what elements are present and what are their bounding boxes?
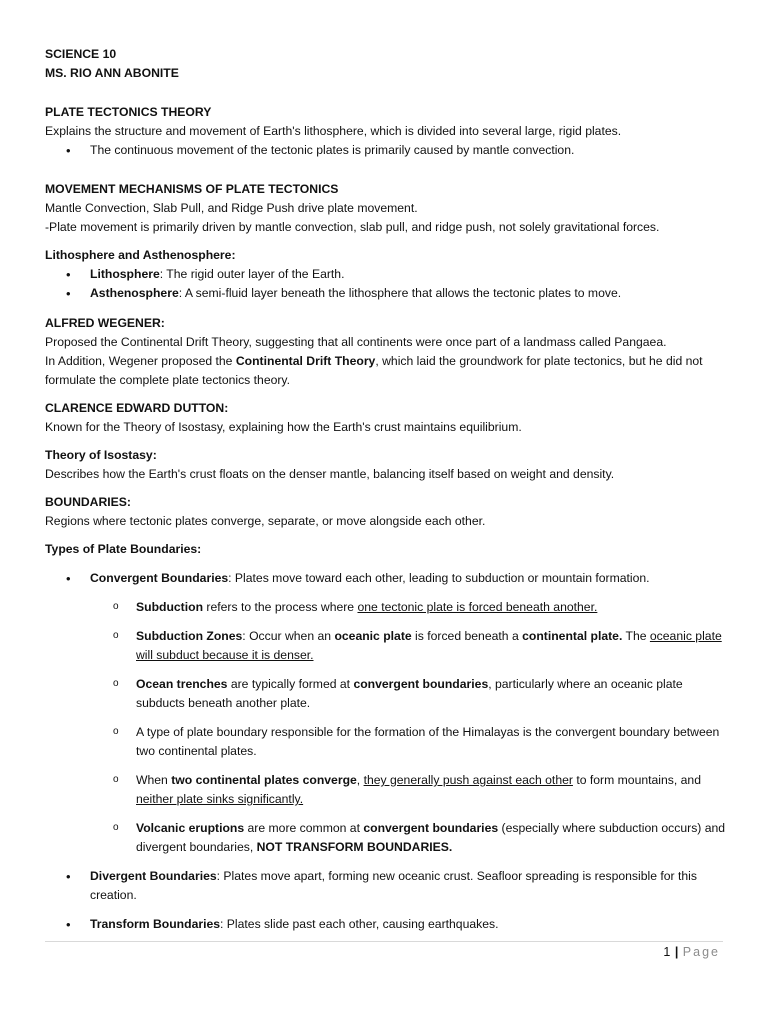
subduction-zones-text-2: is forced beneath a: [411, 629, 523, 643]
plate-tectonics-bullet: • The continuous movement of the tectonic plates is primarily caused by mantle convection.: [45, 141, 730, 160]
wegener-line-2-end: , which laid the groundwork for plate tectonics, but he did not formulate the complete plate tectonics theory.: [45, 354, 703, 387]
lithosphere-item: [45, 265, 730, 284]
divergent-term: Divergent Boundaries: [90, 869, 217, 883]
convergent-sub-list: [45, 598, 730, 857]
lithosphere-term: Lithosphere: [90, 267, 160, 281]
transform-item: [45, 915, 730, 934]
continental-collision-text-2: ,: [356, 773, 364, 787]
isostasy-heading: Theory of Isostasy:: [45, 448, 157, 462]
volcanic-eruptions-term: Volcanic eruptions: [136, 821, 245, 835]
subduction-text: refers to the process where: [203, 600, 358, 614]
transform-definition: : Plates slide past each other, causing earthquakes.: [220, 917, 499, 931]
transform-term: Transform Boundaries: [90, 917, 221, 931]
convergent-item: [45, 569, 730, 588]
divergent-item: [45, 867, 730, 905]
plate-tectonics-description: Explains the structure and movement of Earth's lithosphere, which is divided into several large, rigid plates.: [45, 124, 622, 138]
asthenosphere-item: [45, 284, 730, 303]
page-number: 1: [663, 945, 671, 959]
asthenosphere-term: Asthenosphere: [90, 286, 179, 300]
isostasy-description: Describes how the Earth's crust floats on the denser mantle, balancing itself based on weight and density.: [45, 467, 615, 481]
document-body: [45, 45, 730, 934]
boundaries-description: Regions where tectonic plates converge, separate, or move alongside each other.: [45, 514, 486, 528]
oceanic-plate-term: oceanic plate: [334, 629, 412, 643]
ocean-trenches-item: [45, 675, 730, 713]
course-title: SCIENCE 10: [45, 47, 117, 61]
continental-collision-underlined-1: they generally push against each other: [363, 773, 573, 787]
continental-collision-term: two continental plates converge: [171, 773, 357, 787]
page-label: Page: [682, 945, 720, 959]
asthenosphere-definition: : A semi-fluid layer beneath the lithosphere that allows the tectonic plates to move.: [178, 286, 622, 300]
continental-collision-text-1: When: [136, 773, 172, 787]
boundary-types-list-continued: [45, 867, 730, 934]
dutton-description: Known for the Theory of Isostasy, explaining how the Earth's crust maintains equilibrium.: [45, 420, 522, 434]
volcanic-eruptions-text-1: are more common at: [244, 821, 364, 835]
convergent-boundaries-term: convergent boundaries: [353, 677, 489, 691]
footer-divider: [45, 941, 723, 942]
wegener-line-2: [45, 352, 730, 390]
ocean-trenches-term: Ocean trenches: [136, 677, 228, 691]
teacher-name: MS. RIO ANN ABONITE: [45, 66, 179, 80]
mechanisms-line-2: -Plate movement is primarily driven by mantle convection, slab pull, and ridge push, not solely gravitational forces.: [45, 220, 660, 234]
boundary-types-heading: Types of Plate Boundaries:: [45, 542, 202, 556]
dutton-heading: CLARENCE EDWARD DUTTON:: [45, 401, 229, 415]
subduction-underlined: one tectonic plate is forced beneath another.: [357, 600, 598, 614]
himalayas-item: o A type of plate boundary responsible for the formation of the Himalayas is the convergent boundary between two continental plates.: [45, 723, 730, 761]
convergent-definition: : Plates move toward each other, leading to subduction or mountain formation.: [228, 571, 650, 585]
ocean-trenches-text-1: are typically formed at: [227, 677, 354, 691]
subduction-zones-text-1: : Occur when an: [242, 629, 335, 643]
subduction-zones-term: Subduction Zones: [136, 629, 243, 643]
mechanisms-line-1: Mantle Convection, Slab Pull, and Ridge Push drive plate movement.: [45, 201, 418, 215]
subduction-zones-item: [45, 627, 730, 665]
volcanic-eruptions-item: [45, 819, 730, 857]
boundary-types-list: [45, 569, 730, 588]
continental-collision-text-3: to form mountains, and: [572, 773, 701, 787]
subduction-zones-text-3: The: [622, 629, 650, 643]
layers-list: [45, 265, 730, 303]
wegener-line-2-start: In Addition, Wegener proposed the: [45, 354, 236, 368]
volcanic-eruptions-text-2: (especially where subduction occurs) and divergent boundaries,: [136, 821, 726, 854]
continental-drift-term: Continental Drift Theory: [235, 354, 376, 368]
page-separator: |: [674, 945, 679, 959]
volcanic-convergent-term: convergent boundaries: [363, 821, 499, 835]
continental-collision-underlined-2: neither plate sinks significantly.: [136, 792, 304, 806]
mechanisms-heading: MOVEMENT MECHANISMS OF PLATE TECTONICS: [45, 182, 339, 196]
subduction-zones-underlined: oceanic plate will subduct because it is denser.: [136, 629, 722, 662]
not-transform-term: NOT TRANSFORM BOUNDARIES.: [256, 840, 453, 854]
subduction-term: Subduction: [136, 600, 204, 614]
continental-collision-item: [45, 771, 730, 809]
layers-heading: Lithosphere and Asthenosphere:: [45, 248, 236, 262]
subduction-item: [45, 598, 730, 617]
plate-tectonics-list: [45, 141, 730, 160]
wegener-line-1: Proposed the Continental Drift Theory, suggesting that all continents were once part of a landmass called Pangaea.: [45, 335, 667, 349]
ocean-trenches-text-2: , particularly where an oceanic plate subducts beneath another plate.: [136, 677, 683, 710]
divergent-definition: : Plates move apart, forming new oceanic crust. Seafloor spreading is responsible for this creation.: [90, 869, 697, 902]
boundaries-heading: BOUNDARIES:: [45, 495, 131, 509]
wegener-heading: ALFRED WEGENER:: [45, 316, 165, 330]
convergent-term: Convergent Boundaries: [90, 571, 229, 585]
lithosphere-definition: : The rigid outer layer of the Earth.: [159, 267, 345, 281]
page-footer: [663, 943, 720, 962]
plate-tectonics-heading: PLATE TECTONICS THEORY: [45, 105, 212, 119]
continental-plate-term: continental plate.: [522, 629, 623, 643]
